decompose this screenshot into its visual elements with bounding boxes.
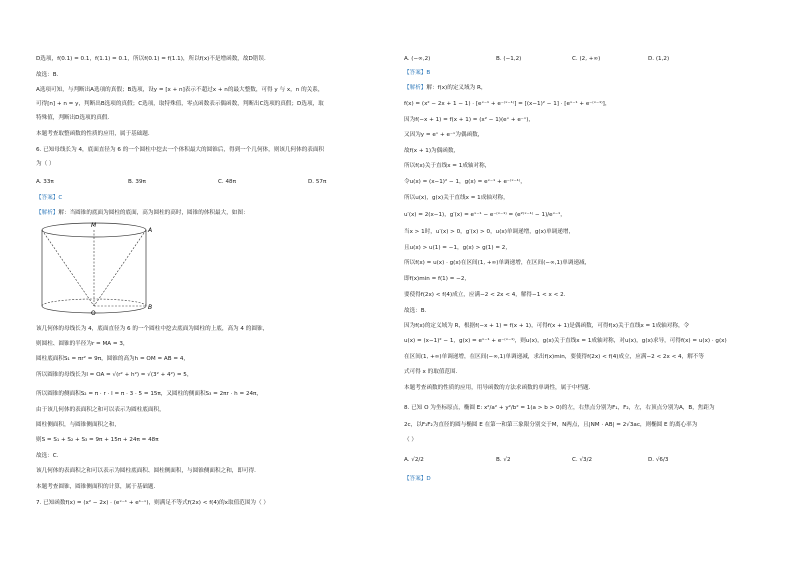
text-line: 则S = S₁ + S₂ + S₃ = 9π + 15π + 24π = 48π <box>36 437 159 443</box>
label-b: B <box>148 304 153 311</box>
text-line: f(x) = (x² − 2x + 1 − 1) · [eˣ⁻¹ + e⁻⁽ˣ⁻¹⁾] = [(x−1)² − 1] · [eˣ⁻¹ + e⁻⁽ˣ⁻¹⁾]， <box>404 101 611 107</box>
text-line: 故选：B. <box>404 308 427 314</box>
question-6-stem-cont: 为（ ） <box>36 161 55 167</box>
text-line: 本题考查取整函数的性质的应用，属于基础题． <box>36 131 154 137</box>
analysis-text: 解：当圆锥的底面为圆柱的底面，高为圆柱的高时，圆锥的体积最大，如图： <box>58 210 249 216</box>
answer-label: 【答案】B <box>404 70 431 76</box>
q7-choice-c: C. (2, +∞) <box>572 56 601 62</box>
text-line: 式可得 x 的取值范围． <box>404 369 462 375</box>
q6-choice-b: B. 39π <box>128 179 146 185</box>
text-line: 又因为y = eˣ + e⁻ˣ为偶函数， <box>404 132 484 138</box>
text-line: 所以圆锥的母线长为l = OA = √(r² + h²) = √(3² + 4²) = 5， <box>36 372 193 378</box>
text-line: 故选：B. <box>36 72 59 78</box>
text-line: 所以f(x) = u(x) · g(x)在区间(1, +∞)单调递增，在区间(−∞,1)单调递减， <box>404 260 591 266</box>
text-line: 所以圆锥的侧面积S₂ = π · r · l = π · 3 · 5 = 15π，又圆柱的侧面积S₃ = 2πr · h = 24π， <box>36 391 263 397</box>
label-a: A <box>148 227 153 234</box>
question-8-stem-cont: （ ） <box>404 437 417 443</box>
answer-label: 【答案】C <box>36 195 63 201</box>
text-line: 因为f(x)的定义域为 R，根据f(−x + 1) = f(x + 1)，可得f(x + 1)是偶函数，可得f(x)关于直线x = 1成轴对称，令 <box>404 323 690 329</box>
q7-choice-a: A. (−∞,2) <box>404 56 431 62</box>
q8-choice-a: A. √2/2 <box>404 457 424 463</box>
text-line: 因为f(−x + 1) = f(x + 1) = (x² − 1)(eˣ + e⁻ˣ)， <box>404 117 534 123</box>
text-line: u′(x) = 2(x−1)，g′(x) = eˣ⁻¹ − e⁻⁽ˣ⁻¹⁾ = (e²⁽ˣ⁻¹⁾ − 1)/eˣ⁻¹， <box>404 212 566 218</box>
cylinder-cone-figure <box>36 218 166 318</box>
q8-choice-b: B. √2 <box>496 457 511 463</box>
analysis-label: 【解析】 <box>36 210 59 216</box>
text-line: 由于该几何体的表面积之和可以表示为圆柱底面积， <box>36 407 165 413</box>
question-7-stem: 7. 已知函数f(x) = (x² − 2x) · (eˣ⁻¹ + e¹⁻ˣ)，则满足不等式f(2x) < f(4)的x取值范围为（ ） <box>36 500 269 506</box>
text-line: 所以f(x)关于直线x = 1成轴对称， <box>404 163 491 169</box>
text-line: 所以u(x)，g(x)关于直线x = 1成轴对称， <box>404 195 509 201</box>
text-line: 令u(x) = (x−1)² − 1，g(x) = eˣ⁻¹ + e⁻⁽ˣ⁻¹⁾， <box>404 179 526 185</box>
text-line: 该几何体的表面积之和可以表示为圆柱底面积、圆柱侧面积，与圆锥侧面积之和，即可得． <box>36 468 260 474</box>
analysis-label: 【解析】 <box>404 85 427 91</box>
text-line: 圆柱侧面积，与圆锥侧面积之和， <box>36 422 120 428</box>
analysis-text: 解：f(x)的定义域为 R， <box>426 85 487 91</box>
text-line: A选项可知，与判断出A选项的真假；B选项，设y = [x + n]表示不超过x + n的最大整数，可得 y 与 x，n 的关系， <box>36 87 324 93</box>
question-8-stem-cont: 2c，以F₁F₂为直径的圆与椭圆 E 在第一和第三象限分别交于M，N两点，且|NM · AB| = 2√3ac，则椭圆 E 的离心率为 <box>404 422 698 428</box>
q6-choice-d: D. 57π <box>308 179 327 185</box>
text-line: 本题考查函数的性质的应用，用导函数的方法求函数的单调性，属于中档题． <box>404 385 595 391</box>
q6-choice-c: C. 48π <box>218 179 236 185</box>
text-line: D选项，f(0.1) = 0.1，f(1.1) = 0.1，所以f(0.1) = f(1.1)，所以f(x)不是增函数，故D错误． <box>36 56 270 62</box>
q8-choice-d: D. √6/3 <box>648 457 669 463</box>
text-line: 在区间(1, +∞)单调递增，在区间(−∞,1)单调递减，求出f(x)min，要使得f(2x) < f(4)成立，应满−2 < 2x < 4，解不等 <box>404 354 704 360</box>
text-line: 特殊值，判断出D选项的真假． <box>36 115 114 121</box>
text-line: 当x > 1时，u′(x) > 0，g′(x) > 0，u(x)单调递增，g(x)单调递增， <box>404 229 575 235</box>
q8-choice-c: C. √3/2 <box>572 457 593 463</box>
q6-choice-a: A. 33π <box>36 179 54 185</box>
text-line: 则圆柱、圆锥的半径为r = MA = 3， <box>36 341 129 347</box>
q7-choice-d: D. (1,2) <box>648 56 670 62</box>
text-line: 该几何体的母线长为 4，底面直径为 6 的一个圆柱中挖去底面为圆柱的上底，高为 4 的圆锥， <box>36 326 269 332</box>
text-line: 即f(x)min = f(1) = −2， <box>404 276 471 282</box>
text-line: 可得[n] + n = y，判断出B选项的真假；C选项，取特殊值，零点函数表示偶函数，判断出C选项的真假；D选项，取 <box>36 101 324 107</box>
question-8-stem: 8. 已知 O 为坐标原点，椭圆 E: x²/a² + y²/b² = 1(a > b > 0)的左，右焦点分别为F₁，F₂，左，右顶点分别为A，B，焦距为 <box>404 405 715 411</box>
question-6-stem: 6. 已知母线长为 4，底面直径为 6 的一个圆柱中挖去一个体积最大的圆锥后，得到一个几何体，则该几何体的表面积 <box>36 147 325 153</box>
text-line: 本题考查圆锥，圆锥侧面积的计算，属于基础题． <box>36 484 160 490</box>
text-line: 故f(x + 1)为偶函数， <box>404 148 460 154</box>
final-answer-label: 【答案】D <box>404 476 431 482</box>
text-line: 要使得f(2x) < f(4)成立，应满−2 < 2x < 4，解得−1 < x < 2. <box>404 292 566 298</box>
label-m: M <box>91 222 97 229</box>
text-line: u(x) = (x−1)² − 1，g(x) = eˣ⁻¹ + e⁻⁽ˣ⁻¹⁾，则u(x)，g(x)关于直线x = 1成轴对称，对u(x)，g(x)求导，可得f(x) = u(x) · g(x) <box>404 338 727 344</box>
label-o: O <box>91 310 96 317</box>
text-line: 且u(x) > u(1) = −1，g(x) > g(1) = 2， <box>404 245 511 251</box>
analysis-line <box>404 85 486 92</box>
analysis-line <box>36 210 249 217</box>
text-line: 故选：C. <box>36 453 59 459</box>
q7-choice-b: B. (−1,2) <box>496 56 522 62</box>
text-line: 圆柱底面积S₁ = πr² = 9π，圆锥的高为h = OM = AB = 4， <box>36 356 189 362</box>
